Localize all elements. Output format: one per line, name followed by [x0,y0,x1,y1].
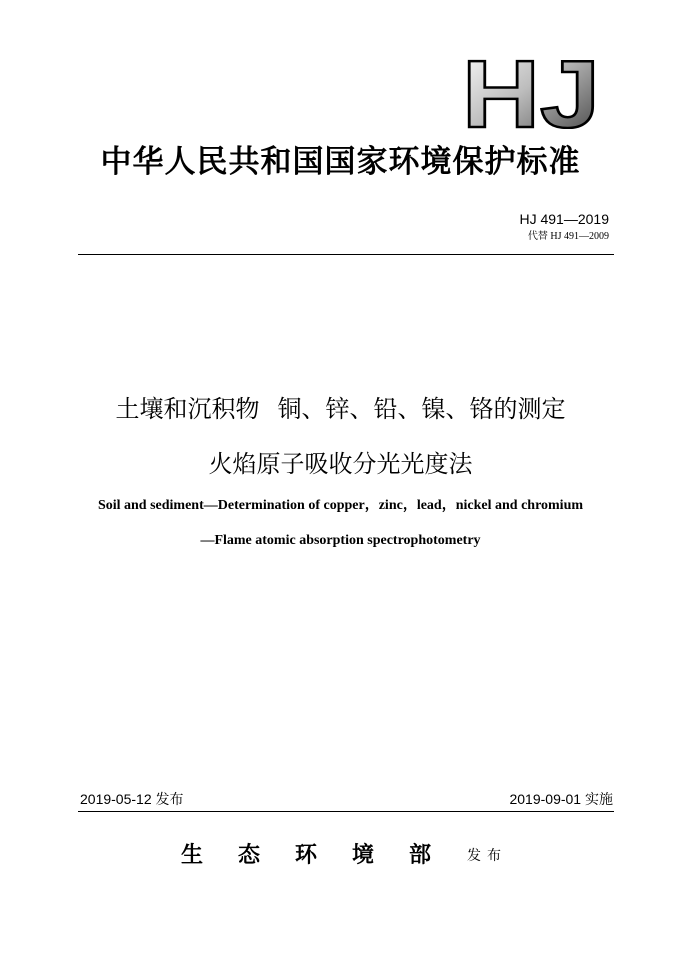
title-subject: 土壤和沉积物 [115,395,260,423]
publish-date: 2019-05-12 发布 [80,791,184,807]
issuer-name: 生态环境部 [181,842,467,868]
document-title-cn-line1 [0,392,681,426]
hj-logo [462,57,602,129]
footer-divider [78,811,614,812]
document-title-cn-line2: 火焰原子吸收分光光度法 [208,450,473,478]
issuer-suffix: 发布 [467,848,507,864]
header-divider [78,254,614,255]
document-title-en-line2: —Flame atomic absorption spectrophotometry [200,533,481,548]
standard-number: HJ 491—2019 [519,211,609,227]
document-title-en-line1: Soil and sediment—Determination of copper，zinc，lead，nickel and chromium [97,498,584,513]
org-title: 中华人民共和国国家环境保护标准 [100,144,581,180]
hj-logo-text: HJ [462,57,600,129]
effective-date: 2019-09-01 实施 [509,791,613,807]
title-analytes: 铜、锌、铅、镍、铬的测定 [277,395,566,423]
replaces-standard: 代替 HJ 491—2009 [527,231,609,242]
